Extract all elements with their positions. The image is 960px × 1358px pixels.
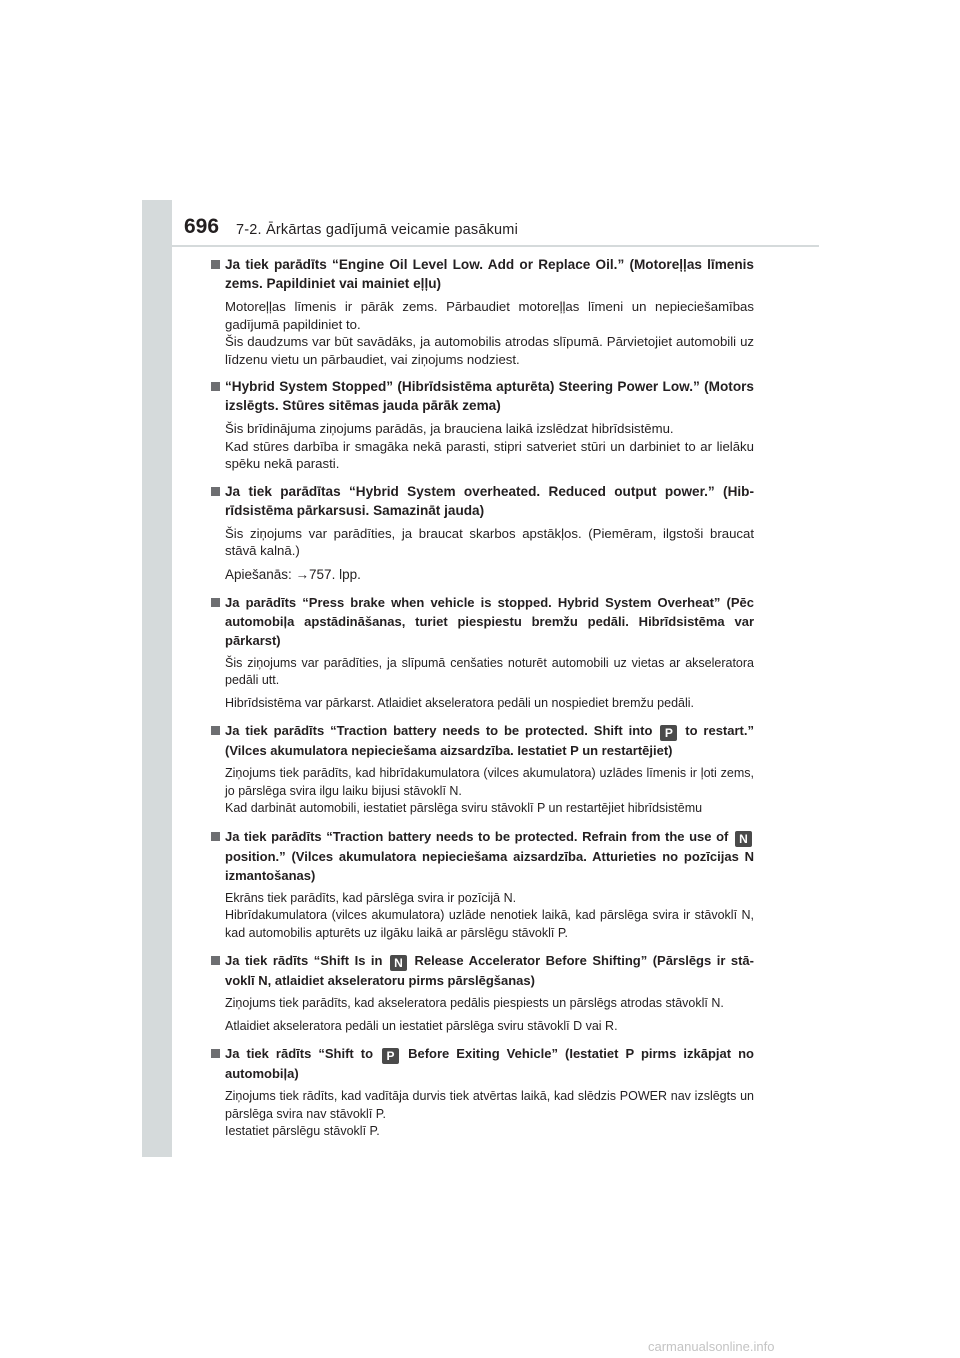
section-heading <box>211 255 754 293</box>
heading-text: Release Accelerator Before Shifting” (Pārslēgs ir stāvoklī N, atlaidiet akseleratoru pirms pārslēgšanas) <box>225 953 754 988</box>
heading-text: Before Exiting Vehicle” (Iestatiet P pirms izkāpjat no automobiļa) <box>225 1046 754 1081</box>
section-heading <box>211 951 754 990</box>
heading-text: to restart.” (Vilces akumulatora nepieciešama aizsardzība. Iestatiet P un restartējiet) <box>225 723 754 758</box>
gear-n-icon: N <box>390 955 407 971</box>
heading-text: Ja tiek parādītas “Hybrid System overheated. Reduced output power.” (Hibrīdsistēma pārkarsusi. Samazināt jauda) <box>225 483 754 518</box>
paragraph: Šis brīdinājuma ziņojums parādās, ja brauciena laikā izslēdzat hibrīdsistēmu. <box>225 421 674 436</box>
chapter-sidebar-tab <box>142 200 172 1157</box>
paragraph: Hibrīdakumulatora (vilces akumulatora) uzlāde nenotiek laikā, kad pārslēga svira ir stāvoklī N, kad automobilis apturēts uz ilgāku laikā ar pārslēgu stāvoklī P. <box>225 908 754 940</box>
square-bullet-icon <box>211 1049 220 1058</box>
heading-text: Ja tiek parādīts “Traction battery needs to be protected. Shift into <box>225 723 653 738</box>
section-heading <box>211 593 754 650</box>
section-heading <box>211 377 754 415</box>
paragraph: Ziņojums tiek parādīts, kad hibrīdakumulatora (vilces akumulatora) uzlādes līmenis ir ļoti zems, jo pārslēga svira ilgu laiku bijusi stāvoklī N. <box>225 766 754 798</box>
paragraph: Motoreļļas līmenis ir pārāk zems. Pārbaudiet motoreļļas līmeni un nepieciešamības gadījumā papildiniet to. <box>225 299 754 332</box>
section-traction-battery-shift-p <box>211 721 754 818</box>
heading-text: Ja tiek rādīts “Shift to <box>225 1046 374 1061</box>
square-bullet-icon <box>211 382 220 391</box>
square-bullet-icon <box>211 832 220 841</box>
gear-n-icon: N <box>735 831 752 847</box>
section-shift-in-n <box>211 951 754 1035</box>
section-heading <box>211 827 754 885</box>
paragraph: Šis daudzums var būt savādāks, ja automobilis atrodas slīpumā. Pārvietojiet automobili uz līdzenu vietu un pārbaudiet, vai ziņojums nodziest. <box>225 334 754 367</box>
heading-text: Ja parādīts “Press brake when vehicle is stopped. Hybrid System Overheat” (Pēc automobiļa apstādināšanas, turiet piespiestu bremžu pedāli. Hibrīdsistēma var pārkarst) <box>225 594 754 648</box>
section-hybrid-overheated <box>211 482 754 584</box>
content <box>211 255 754 1150</box>
paragraph: Ziņojums tiek parādīts, kad akseleratora pedālis piespiests un pārslēgs atrodas stāvoklī N. <box>225 996 724 1010</box>
square-bullet-icon <box>211 598 220 607</box>
section-engine-oil <box>211 255 754 368</box>
heading-text: Ja tiek parādīts “Traction battery needs to be protected. Refrain from the use of <box>225 828 729 844</box>
paragraph: Ziņojums tiek rādīts, kad vadītāja durvis tiek atvērtas laikā, kad slēdzis POWER nav izslēgts un pārslēga svira nav stāvoklī P. <box>225 1089 754 1121</box>
paragraph: Kad darbināt automobili, iestatiet pārslēga sviru stāvoklī P un restartējiet hibrīdsistēmu <box>225 801 703 815</box>
paragraph: Hibrīdsistēma var pārkarst. Atlaidiet akseleratora pedāli un nospiediet bremžu pedāli. <box>225 695 694 710</box>
section-heading <box>211 1044 754 1083</box>
heading-text: “Hybrid System Stopped” (Hibrīdsistēma apturēta) Steering Power Low.” (Motors izslēgts. Stūres sitēmas jauda pārāk zema) <box>225 379 754 413</box>
square-bullet-icon <box>211 956 220 965</box>
heading-text: position.” (Vilces akumulatora nepieciešama aizsardzība. Atturieties no pozīcijas N izmantošanas) <box>225 848 754 883</box>
watermark: carmanualsonline.info <box>648 1339 775 1354</box>
section-shift-to-p <box>211 1044 754 1141</box>
gear-p-icon: P <box>660 725 677 741</box>
square-bullet-icon <box>211 260 220 269</box>
section-heading <box>211 721 754 760</box>
page-reference: Apiešanās: →757. lpp. <box>225 566 361 582</box>
paragraph: Kad stūres darbība ir smagāka nekā parasti, stipri satveriet stūri un darbiniet to ar lielāku spēku nekā parasti. <box>225 438 754 471</box>
page-number: 696 <box>184 215 220 238</box>
paragraph: Atlaidiet akseleratora pedāli un iestatiet pārslēga sviru stāvoklī D vai R. <box>225 1018 618 1033</box>
section-traction-battery-refrain-n <box>211 827 754 943</box>
section-heading <box>211 482 754 520</box>
section-hybrid-system-stopped <box>211 377 754 473</box>
paragraph: Šis ziņojums var parādīties, ja braucat skarbos apstākļos. (Piemēram, ilgstoši braucat stāvā kalnā.) <box>225 525 754 558</box>
square-bullet-icon <box>211 487 220 496</box>
paragraph: Šis ziņojums var parādīties, ja slīpumā cenšaties noturēt automobili uz vietas ar akseleratora pedāli utt. <box>225 655 754 687</box>
header-rule <box>172 245 819 247</box>
paragraph: Ekrāns tiek parādīts, kad pārslēga svira ir pozīcijā N. <box>225 890 517 905</box>
section-press-brake <box>211 593 754 713</box>
chapter-title: 7-2. Ārkārtas gadījumā veicamie pasākumi <box>236 222 519 238</box>
paragraph: Iestatiet pārslēgu stāvoklī P. <box>225 1124 380 1138</box>
gear-p-icon: P <box>382 1048 399 1064</box>
heading-text: Ja tiek rādīts “Shift Is in <box>225 953 383 968</box>
heading-text: Ja tiek parādīts “Engine Oil Level Low. Add or Replace Oil.” (Motoreļļas līmenis zems. Papildiniet vai mainiet eļļu) <box>225 257 754 291</box>
square-bullet-icon <box>211 726 220 735</box>
